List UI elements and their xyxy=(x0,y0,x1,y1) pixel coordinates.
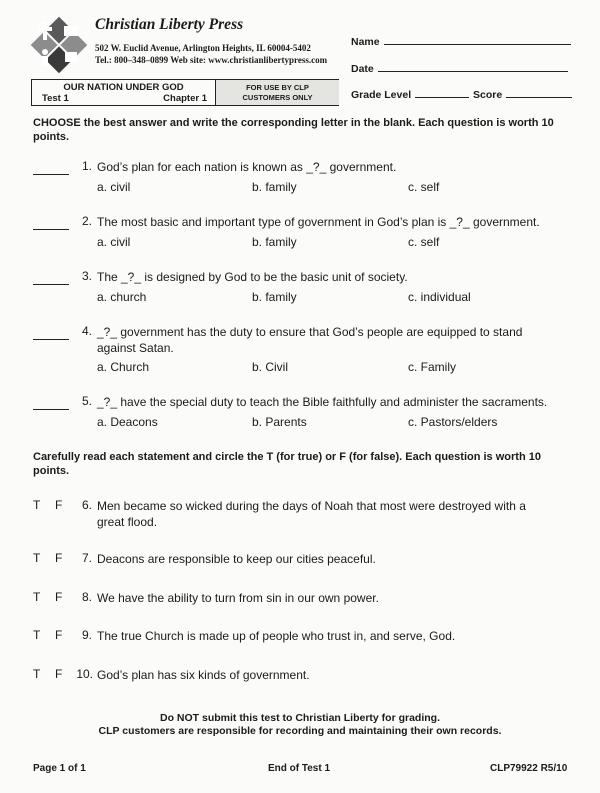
footer-note-line1: Do NOT submit this test to Christian Liberty for grading. xyxy=(159,712,440,724)
name-field[interactable] xyxy=(351,33,571,48)
true-option[interactable]: T xyxy=(33,551,41,565)
answer-blank-5[interactable] xyxy=(33,408,69,410)
clp-logo-icon xyxy=(29,14,89,76)
footer-note-line2: CLP customers are responsible for recording and maintaining their own records. xyxy=(98,725,502,737)
answer-blank-1[interactable] xyxy=(33,173,69,175)
option-a: a. civil xyxy=(97,235,131,249)
option-a: a. Deacons xyxy=(97,415,158,429)
section1-instructions: CHOOSE the best answer and write the corresponding letter in the blank. Each question is worth 10 points. xyxy=(33,117,554,143)
question-number: 9. xyxy=(81,628,92,642)
grade-field[interactable] xyxy=(351,86,469,101)
question-number: 4. xyxy=(81,324,92,338)
option-b: b. family xyxy=(252,290,297,304)
question-text: God’s plan for each nation is known as _?_ government. xyxy=(97,160,397,174)
question-number: 10. xyxy=(76,667,93,681)
question-text: The true Church is made up of people who trust in, and serve, God. xyxy=(97,629,456,643)
option-c: c. self xyxy=(408,235,440,249)
true-option[interactable]: T xyxy=(33,628,41,642)
grade-line[interactable] xyxy=(415,86,469,98)
page-number: Page 1 of 1 xyxy=(33,763,86,774)
question-number: 2. xyxy=(81,214,92,228)
date-label: Date xyxy=(351,63,374,75)
option-b: b. Civil xyxy=(252,360,289,374)
date-line[interactable] xyxy=(378,60,568,72)
date-field[interactable] xyxy=(351,60,568,75)
question-number: 6. xyxy=(81,498,92,512)
option-c: c. Pastors/elders xyxy=(408,415,498,429)
test-title-box xyxy=(31,79,339,106)
clp-use-line2: CUSTOMERS ONLY xyxy=(242,93,313,102)
answer-blank-3[interactable] xyxy=(33,283,69,285)
question-text: _?_ have the special duty to teach the Bible faithfully and administer the sacraments. xyxy=(97,395,548,409)
question-number: 8. xyxy=(81,590,92,604)
question-number: 7. xyxy=(81,551,92,565)
question-text: We have the ability to turn from sin in our own power. xyxy=(97,591,379,605)
option-c: c. self xyxy=(408,180,440,194)
name-line[interactable] xyxy=(384,33,571,45)
publisher-name: Christian Liberty Press xyxy=(95,16,244,33)
end-of-test: End of Test 1 xyxy=(268,763,331,774)
document-code: CLP79922 R5/10 xyxy=(490,763,568,774)
score-line[interactable] xyxy=(506,86,572,98)
question-text: The _?_ is designed by God to be the basic unit of society. xyxy=(97,270,408,284)
course-title: OUR NATION UNDER GOD xyxy=(63,82,184,93)
option-b: b. family xyxy=(252,180,297,194)
question-text: Deacons are responsible to keep our cities peaceful. xyxy=(97,552,376,566)
answer-blank-2[interactable] xyxy=(33,228,69,230)
false-option[interactable]: F xyxy=(55,590,63,604)
option-a: a. church xyxy=(97,290,147,304)
question-number: 3. xyxy=(81,269,92,283)
question-text: The most basic and important type of government in God’s plan is _?_ government. xyxy=(97,215,540,229)
name-label: Name xyxy=(351,36,380,48)
false-option[interactable]: F xyxy=(55,498,63,512)
question-number: 5. xyxy=(81,394,92,408)
score-label: Score xyxy=(473,89,503,101)
option-b: b. family xyxy=(252,235,297,249)
question-number: 1. xyxy=(81,159,92,173)
option-b: b. Parents xyxy=(252,415,307,429)
publisher-address: 502 W. Euclid Avenue, Arlington Heights, IL 60004-5402 xyxy=(95,43,311,53)
option-c: c. Family xyxy=(408,360,456,374)
test-number: Test 1 xyxy=(42,93,69,104)
question-text: _?_ government has the duty to ensure that God’s people are equipped to stand against Satan. xyxy=(97,325,523,355)
grade-label: Grade Level xyxy=(351,89,412,101)
question-text: Men became so wicked during the days of Noah that most were destroyed with a great flood. xyxy=(97,499,526,529)
option-a: a. Church xyxy=(97,360,150,374)
answer-blank-4[interactable] xyxy=(33,338,69,340)
publisher-contact: Tel.: 800–348–0899 Web site: www.christianlibertypress.com xyxy=(95,55,328,65)
option-c: c. individual xyxy=(408,290,471,304)
chapter-number: Chapter 1 xyxy=(163,93,207,104)
false-option[interactable]: F xyxy=(55,551,63,565)
true-option[interactable]: T xyxy=(33,590,41,604)
clp-use-line1: FOR USE BY CLP xyxy=(246,83,309,92)
section2-instructions: Carefully read each statement and circle the T (for true) or F (for false). Each question is worth 10 points. xyxy=(33,451,541,477)
false-option[interactable]: F xyxy=(55,667,63,681)
true-option[interactable]: T xyxy=(33,498,41,512)
false-option[interactable]: F xyxy=(55,628,63,642)
score-field[interactable] xyxy=(473,86,572,101)
true-option[interactable]: T xyxy=(33,667,41,681)
option-a: a. civil xyxy=(97,180,131,194)
question-text: God’s plan has six kinds of government. xyxy=(97,668,310,682)
